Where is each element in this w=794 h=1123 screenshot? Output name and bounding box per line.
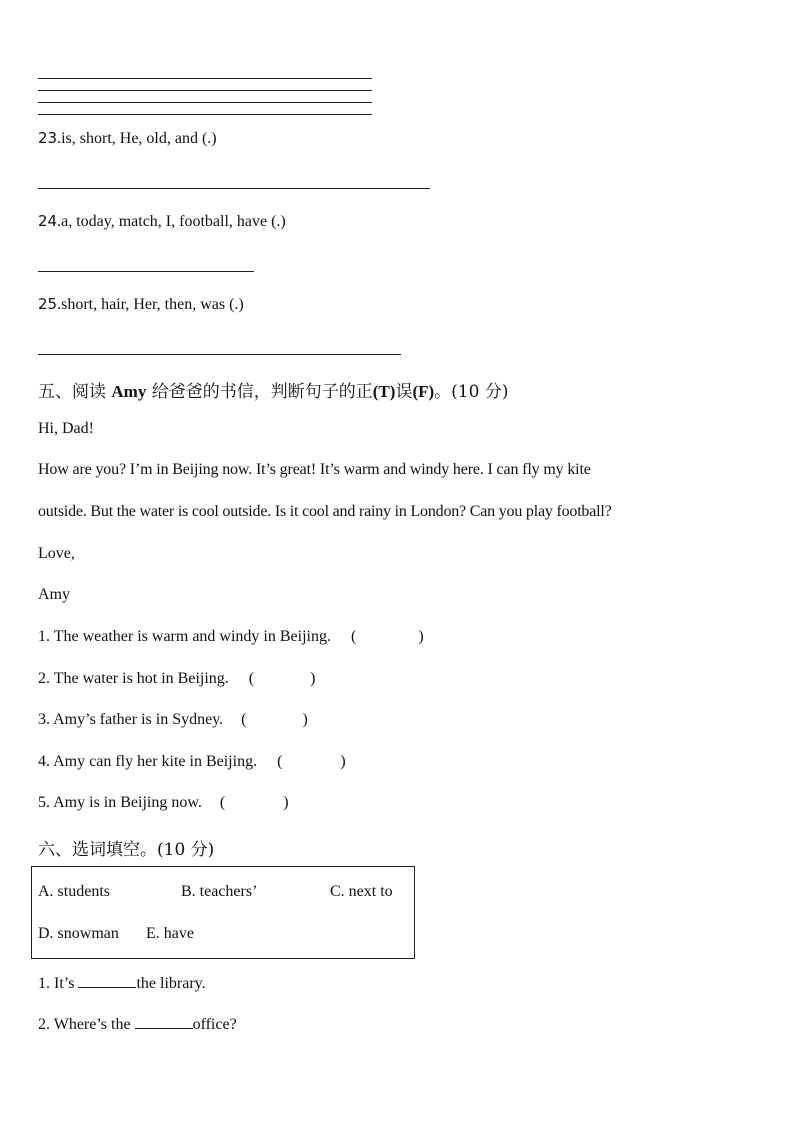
letter-signature: Amy (38, 586, 70, 603)
heading-prefix: 五、阅读 (38, 382, 112, 402)
writing-line-1[interactable] (38, 78, 372, 79)
option-a: A. students (38, 883, 110, 900)
letter-line-1: How are you? I’m in Beijing now. It’s great! It’s warm and windy here. I can fly my kite (38, 461, 591, 478)
answer-line-24[interactable] (38, 271, 254, 272)
statement-4 (38, 753, 346, 771)
statement-3 (38, 711, 308, 729)
heading-amy: Amy (111, 382, 147, 401)
fill-question-text: office? (192, 1016, 237, 1033)
word-bank-box (31, 866, 415, 959)
writing-line-4[interactable] (38, 114, 372, 115)
statement-text: 2. The water is hot in Beijing. (38, 670, 229, 687)
question-number: 23 (38, 129, 58, 147)
answer-paren[interactable]: ( ) (350, 628, 424, 645)
answer-line-25[interactable] (38, 354, 401, 355)
question-23 (38, 129, 217, 148)
heading-suffix: 。(10 分) (434, 382, 509, 402)
option-d: D. snowman (38, 925, 119, 942)
heading-true-mark: (T) (372, 382, 396, 401)
statement-5 (38, 794, 289, 812)
question-text: .short, hair, Her, then, was (.) (57, 296, 244, 313)
option-e: E. have (146, 925, 194, 942)
letter-closing: Love, (38, 545, 75, 562)
fill-blank[interactable] (78, 973, 136, 988)
section-5-heading (38, 377, 508, 402)
question-text: .is, short, He, old, and (.) (57, 130, 217, 147)
fill-question-2 (38, 1014, 237, 1034)
statement-text: 1. The weather is warm and windy in Beijing. (38, 628, 331, 645)
question-text: .a, today, match, I, football, have (.) (57, 213, 286, 230)
letter-greeting: Hi, Dad! (38, 420, 94, 437)
question-24 (38, 212, 286, 231)
answer-paren[interactable]: ( ) (277, 753, 346, 770)
statement-text: 3. Amy’s father is in Sydney. (38, 711, 224, 728)
fill-question-1 (38, 973, 206, 993)
fill-blank[interactable] (135, 1014, 193, 1029)
letter-line-2: outside. But the water is cool outside. Is it cool and rainy in London? Can you play football? (38, 503, 612, 520)
heading-false-mark: (F) (412, 382, 435, 401)
answer-paren[interactable]: ( ) (241, 711, 308, 728)
answer-line-23[interactable] (38, 188, 430, 189)
writing-line-3[interactable] (38, 102, 372, 103)
section-6-heading: 六、选词填空。(10 分) (38, 840, 215, 860)
question-number: 24 (38, 212, 58, 230)
statement-1 (38, 628, 424, 646)
fill-question-text: 1. It’s (38, 975, 79, 992)
statement-text: 5. Amy is in Beijing now. (38, 794, 202, 811)
question-25 (38, 295, 244, 314)
answer-paren[interactable]: ( ) (219, 794, 289, 811)
heading-wrong: 误 (395, 382, 413, 402)
heading-mid: 给爸爸的书信，判断句子的正 (146, 382, 373, 402)
statement-text: 4. Amy can fly her kite in Beijing. (38, 753, 258, 770)
fill-question-text: the library. (136, 975, 206, 992)
question-number: 25 (38, 295, 58, 313)
answer-paren[interactable]: ( ) (248, 670, 316, 687)
option-c: C. next to (330, 883, 393, 900)
statement-2 (38, 670, 315, 688)
option-b: B. teachers’ (181, 883, 258, 900)
fill-question-text: 2. Where’s the (38, 1016, 135, 1033)
writing-line-2[interactable] (38, 90, 372, 91)
